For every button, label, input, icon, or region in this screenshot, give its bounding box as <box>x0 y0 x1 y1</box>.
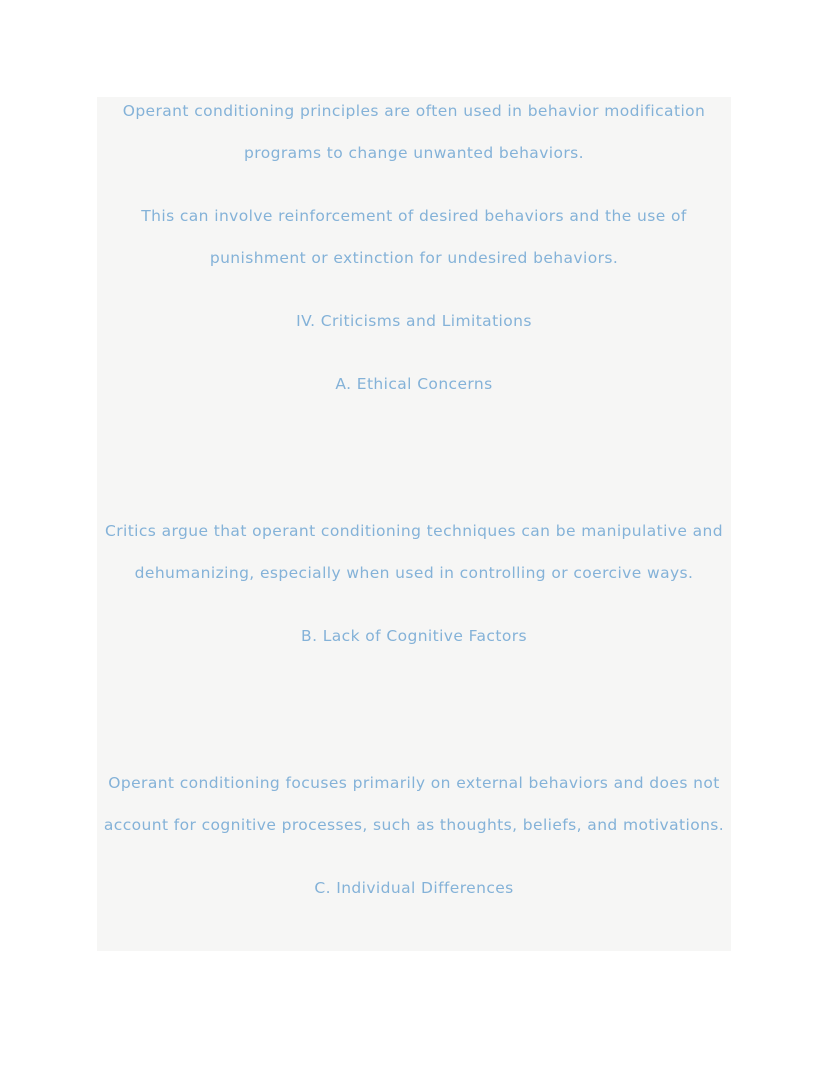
paragraph-external-behaviors: Operant conditioning focuses primarily on external behaviors and does not account for cognitive processes, such as thoughts, beliefs, and motivations. <box>103 774 725 834</box>
paragraph-critics-argue: Critics argue that operant conditioning techniques can be manipulative and dehumanizing, especially when used in controlling or coercive ways. <box>105 522 723 582</box>
heading-criticisms-and-limitations: IV. Criticisms and Limitations <box>296 312 532 330</box>
paragraph-behavior-modification: Operant conditioning principles are often used in behavior modification programs to change unwanted behaviors. <box>122 102 706 162</box>
document-page <box>97 97 731 951</box>
blank-space <box>101 678 727 762</box>
heading-individual-differences: C. Individual Differences <box>314 879 514 897</box>
heading-lack-of-cognitive-factors: B. Lack of Cognitive Factors <box>301 627 527 645</box>
paragraph-reinforcement-punishment: This can involve reinforcement of desired behaviors and the use of punishment or extinction for undesired behaviors. <box>141 207 687 267</box>
blank-space <box>101 426 727 510</box>
heading-ethical-concerns: A. Ethical Concerns <box>335 375 493 393</box>
